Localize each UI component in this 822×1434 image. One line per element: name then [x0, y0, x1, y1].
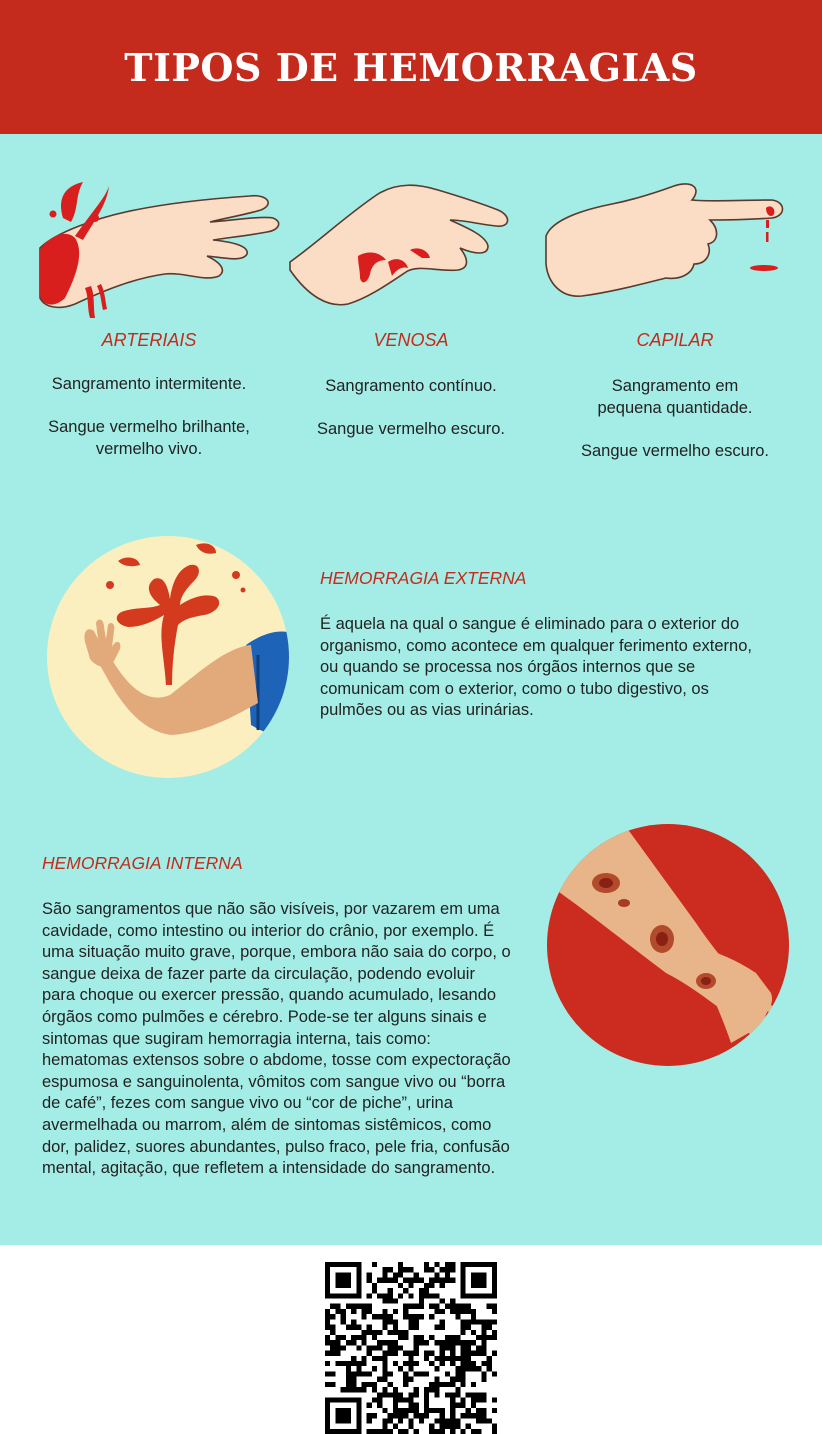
- type-title-arterial: ARTERIAIS: [101, 330, 197, 350]
- external-title: HEMORRAGIA EXTERNA: [320, 568, 527, 588]
- capillary-hand-illustration: [542, 180, 788, 300]
- type-desc-arterial: [24, 373, 274, 460]
- page-title: TIPOS DE HEMORRAGIAS: [124, 44, 698, 90]
- type-line1: Sangramento contínuo.: [325, 377, 497, 395]
- venous-hand-illustration: [288, 180, 518, 308]
- type-line1: Sangramento em pequena quantidade.: [597, 377, 753, 417]
- title-banner: [0, 0, 822, 134]
- qr-code-image[interactable]: [325, 1262, 497, 1434]
- type-title-venous: VENOSA: [373, 330, 449, 350]
- internal-title: HEMORRAGIA INTERNA: [42, 853, 243, 873]
- internal-hemorrhage-illustration: [546, 823, 791, 1068]
- type-desc-venous: [286, 375, 536, 440]
- type-line2: Sangue vermelho brilhante, vermelho vivo.: [48, 418, 250, 458]
- external-hemorrhage-illustration: [46, 535, 290, 779]
- type-line2: Sangue vermelho escuro.: [580, 442, 770, 460]
- internal-text: São sangramentos que não são visíveis, por vazarem em uma cavidade, como intestino ou interior do crânio, por exemplo. É uma situação muito grave, porque, embora não saia do corpo, o sangue deixa de fazer parte da circulação, podendo evoluir para choque ou exercer pressão, quando acumulado, lesando órgãos como pulmões e cérebro. Pode-se ter alguns sinais e sintomas que sugiram hemorragia interna, tais como: hematomas extensos sobre o abdome, tosse com expectoração espumosa e sanguinolenta, vômitos com sangue vivo ou “borra de café”, fezes com sangue vivo ou “cor de piche”, urina avermelhada ou marrom, além de sintomas sistêmicos, como dor, palidez, suores abundantes, pulso fraco, pele fria, confusão mental, agitação, que refletem a intensidade do sangramento.: [42, 900, 511, 1178]
- type-line1: Sangramento intermitente.: [51, 375, 247, 393]
- type-line2: Sangue vermelho escuro.: [316, 420, 506, 438]
- arterial-hand-illustration: [35, 178, 287, 318]
- type-desc-capillary: [550, 375, 800, 462]
- external-text: É aquela na qual o sangue é eliminado para o exterior do organismo, como acontece em qualquer ferimento externo, ou quando se processa nos órgãos internos que se comunicam com o exterior, como o tubo digestivo, os pulmões ou as vias urinárias.: [320, 615, 752, 720]
- type-title-capillary: CAPILAR: [636, 330, 714, 350]
